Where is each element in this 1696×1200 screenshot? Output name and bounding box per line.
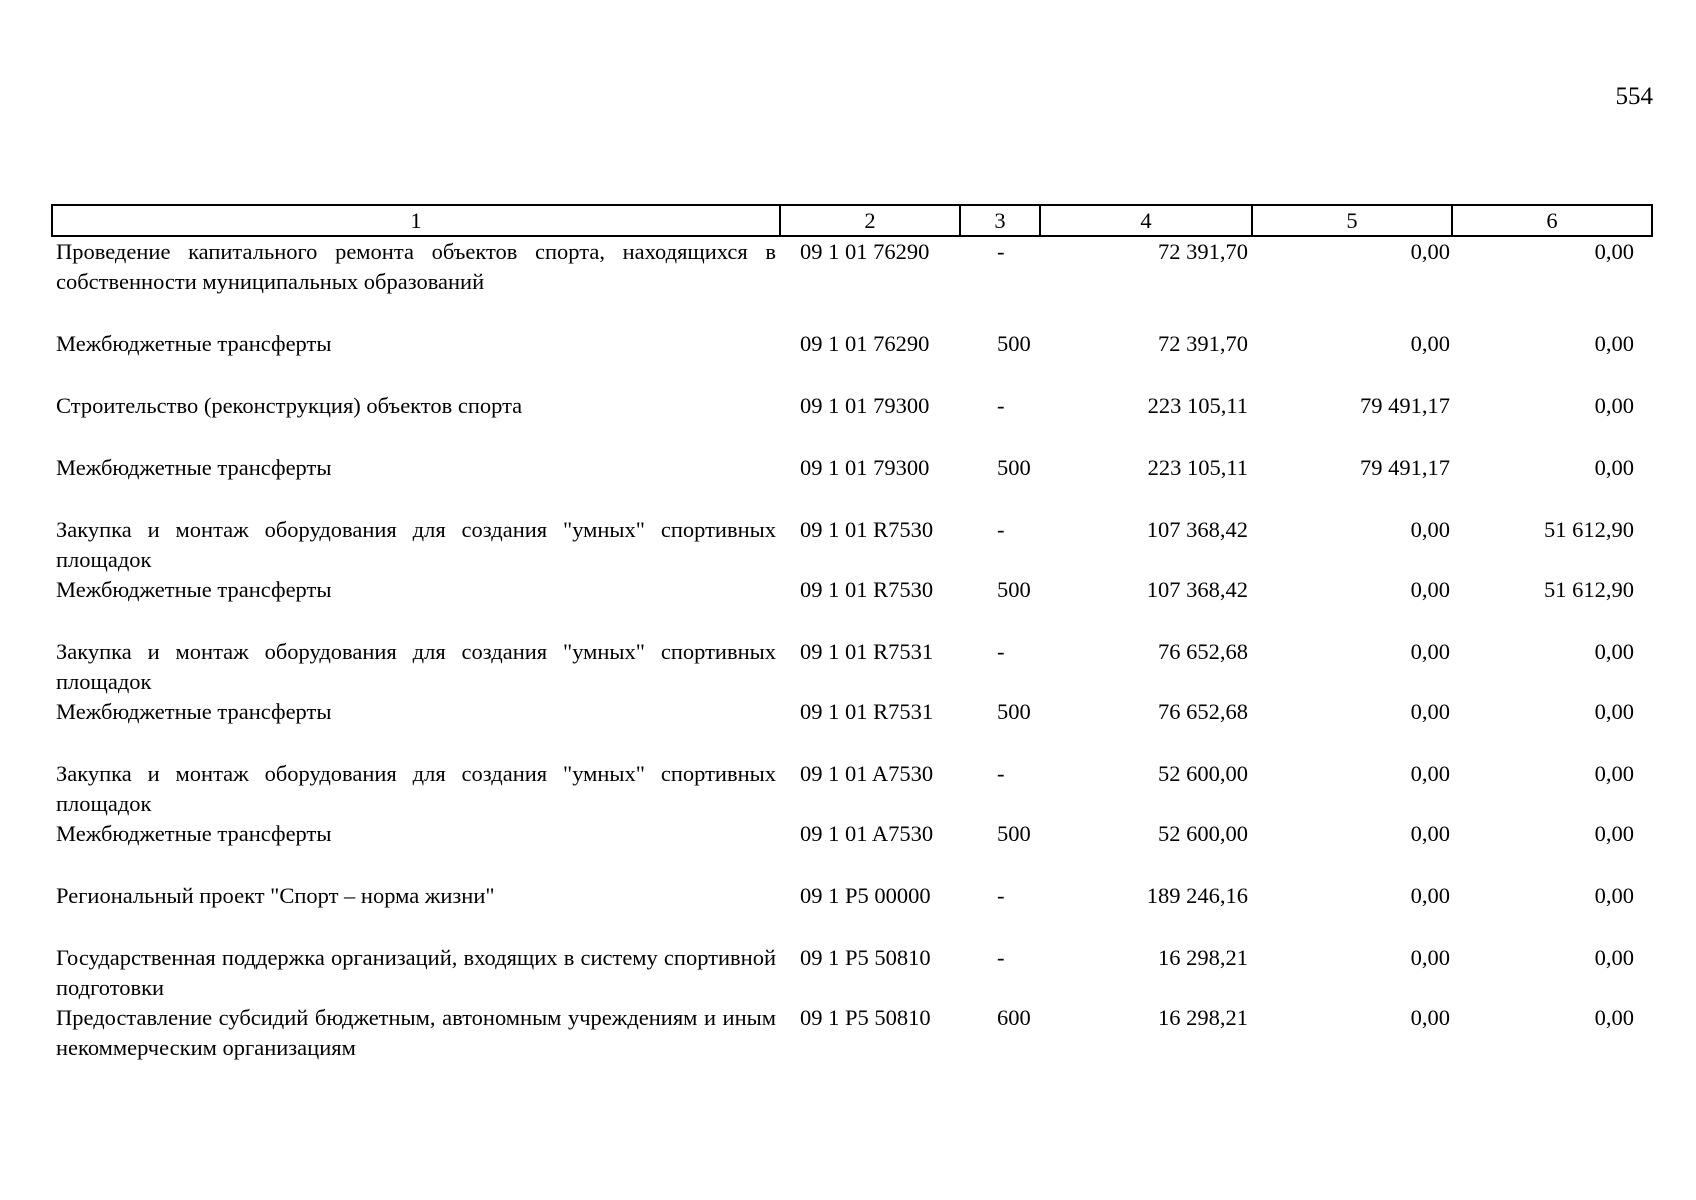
- row-code: 09 1 P5 50810: [800, 945, 931, 970]
- page-number: 554: [1615, 83, 1653, 110]
- row-name: Межбюджетные трансферты: [56, 577, 332, 602]
- row-value-6: 0,00: [1594, 331, 1634, 356]
- budget-table: [51, 204, 1653, 1065]
- row-name: Предоставление субсидий бюджетным, автономным учреждениям и иным некоммерческим организациям: [56, 1005, 776, 1060]
- row-code: 09 1 P5 00000: [800, 883, 931, 908]
- table-row: [52, 697, 1652, 759]
- table-row: [52, 881, 1652, 943]
- row-code: 09 1 01 A7530: [800, 761, 934, 786]
- row-value-5: 0,00: [1410, 699, 1450, 724]
- row-code: 09 1 01 R7530: [800, 517, 934, 542]
- table-row: [52, 236, 1652, 329]
- table-row: [52, 819, 1652, 881]
- row-code: 09 1 01 A7530: [800, 821, 934, 846]
- header-row: [52, 205, 1652, 236]
- row-value-4: 223 105,11: [1147, 455, 1248, 480]
- row-value-5: 0,00: [1410, 761, 1450, 786]
- row-expense-type: -: [997, 945, 1005, 970]
- row-value-6: 0,00: [1594, 945, 1634, 970]
- row-value-6: 0,00: [1594, 699, 1634, 724]
- row-code: 09 1 01 79300: [800, 455, 930, 480]
- row-name: Проведение капитального ремонта объектов спорта, находящихся в собственности муниципальных образований: [56, 239, 776, 294]
- row-value-6: 0,00: [1594, 455, 1634, 480]
- row-name: Межбюджетные трансферты: [56, 331, 332, 356]
- row-name: Межбюджетные трансферты: [56, 699, 332, 724]
- row-value-4: 107 368,42: [1146, 517, 1248, 542]
- row-expense-type: -: [997, 239, 1005, 264]
- row-value-6: 0,00: [1594, 761, 1634, 786]
- row-value-5: 0,00: [1410, 1005, 1450, 1030]
- row-value-5: 0,00: [1410, 639, 1450, 664]
- row-value-5: 0,00: [1410, 945, 1450, 970]
- row-value-6: 0,00: [1594, 1005, 1634, 1030]
- row-expense-type: -: [997, 883, 1005, 908]
- row-value-4: 223 105,11: [1147, 393, 1248, 418]
- row-expense-type: 500: [997, 821, 1031, 846]
- row-expense-type: 500: [997, 455, 1031, 480]
- row-name: Межбюджетные трансферты: [56, 821, 332, 846]
- row-code: 09 1 01 R7530: [800, 577, 934, 602]
- row-value-6: 0,00: [1594, 883, 1634, 908]
- row-value-6: 0,00: [1594, 393, 1634, 418]
- row-value-6: 51 612,90: [1544, 577, 1634, 602]
- table-row: [52, 575, 1652, 637]
- row-value-4: 72 391,70: [1158, 239, 1248, 264]
- column-header-5: 5: [1252, 205, 1452, 236]
- row-name: Межбюджетные трансферты: [56, 455, 332, 480]
- row-value-5: 0,00: [1410, 331, 1450, 356]
- row-code: 09 1 01 76290: [800, 239, 930, 264]
- row-code: 09 1 P5 50810: [800, 1005, 931, 1030]
- row-value-4: 189 246,16: [1146, 883, 1248, 908]
- row-value-6: 51 612,90: [1544, 517, 1634, 542]
- row-name: Региональный проект "Спорт – норма жизни": [56, 883, 495, 908]
- table-row: [52, 329, 1652, 391]
- row-value-4: 52 600,00: [1158, 821, 1248, 846]
- row-name: Закупка и монтаж оборудования для создания "умных" спортивных площадок: [56, 517, 776, 572]
- row-value-6: 0,00: [1594, 639, 1634, 664]
- row-code: 09 1 01 R7531: [800, 699, 934, 724]
- table-header: [52, 205, 1652, 236]
- row-value-4: 16 298,21: [1158, 945, 1248, 970]
- row-expense-type: 500: [997, 331, 1031, 356]
- row-value-5: 79 491,17: [1360, 393, 1450, 418]
- row-code: 09 1 01 R7531: [800, 639, 934, 664]
- row-value-4: 72 391,70: [1158, 331, 1248, 356]
- row-name: Государственная поддержка организаций, входящих в систему спортивной подготовки: [56, 945, 776, 1000]
- row-value-4: 76 652,68: [1158, 639, 1248, 664]
- row-code: 09 1 01 76290: [800, 331, 930, 356]
- row-expense-type: 600: [997, 1005, 1031, 1030]
- row-value-6: 0,00: [1594, 239, 1634, 264]
- column-header-3: 3: [960, 205, 1040, 236]
- row-expense-type: -: [997, 639, 1005, 664]
- table-row: [52, 759, 1652, 819]
- row-value-5: 79 491,17: [1360, 455, 1450, 480]
- column-header-1: 1: [52, 205, 780, 236]
- row-expense-type: 500: [997, 699, 1031, 724]
- row-value-4: 107 368,42: [1146, 577, 1248, 602]
- row-value-4: 16 298,21: [1158, 1005, 1248, 1030]
- row-value-5: 0,00: [1410, 577, 1450, 602]
- row-name: Строительство (реконструкция) объектов спорта: [56, 393, 523, 418]
- row-expense-type: -: [997, 393, 1005, 418]
- row-name: Закупка и монтаж оборудования для создания "умных" спортивных площадок: [56, 761, 776, 816]
- row-value-5: 0,00: [1410, 883, 1450, 908]
- table-row: [52, 515, 1652, 575]
- column-header-2: 2: [780, 205, 960, 236]
- table-row: [52, 453, 1652, 515]
- row-expense-type: 500: [997, 577, 1031, 602]
- table-body: [52, 236, 1652, 1065]
- row-name: Закупка и монтаж оборудования для создания "умных" спортивных площадок: [56, 639, 776, 694]
- table-row: [52, 637, 1652, 697]
- table-row: [52, 943, 1652, 1003]
- row-value-5: 0,00: [1410, 517, 1450, 542]
- table-row: [52, 391, 1652, 453]
- row-value-4: 52 600,00: [1158, 761, 1248, 786]
- row-value-5: 0,00: [1410, 821, 1450, 846]
- row-value-5: 0,00: [1410, 239, 1450, 264]
- row-code: 09 1 01 79300: [800, 393, 930, 418]
- column-header-4: 4: [1040, 205, 1252, 236]
- row-expense-type: -: [997, 517, 1005, 542]
- table-row: [52, 1003, 1652, 1065]
- column-header-6: 6: [1452, 205, 1652, 236]
- row-value-6: 0,00: [1594, 821, 1634, 846]
- row-expense-type: -: [997, 761, 1005, 786]
- row-value-4: 76 652,68: [1158, 699, 1248, 724]
